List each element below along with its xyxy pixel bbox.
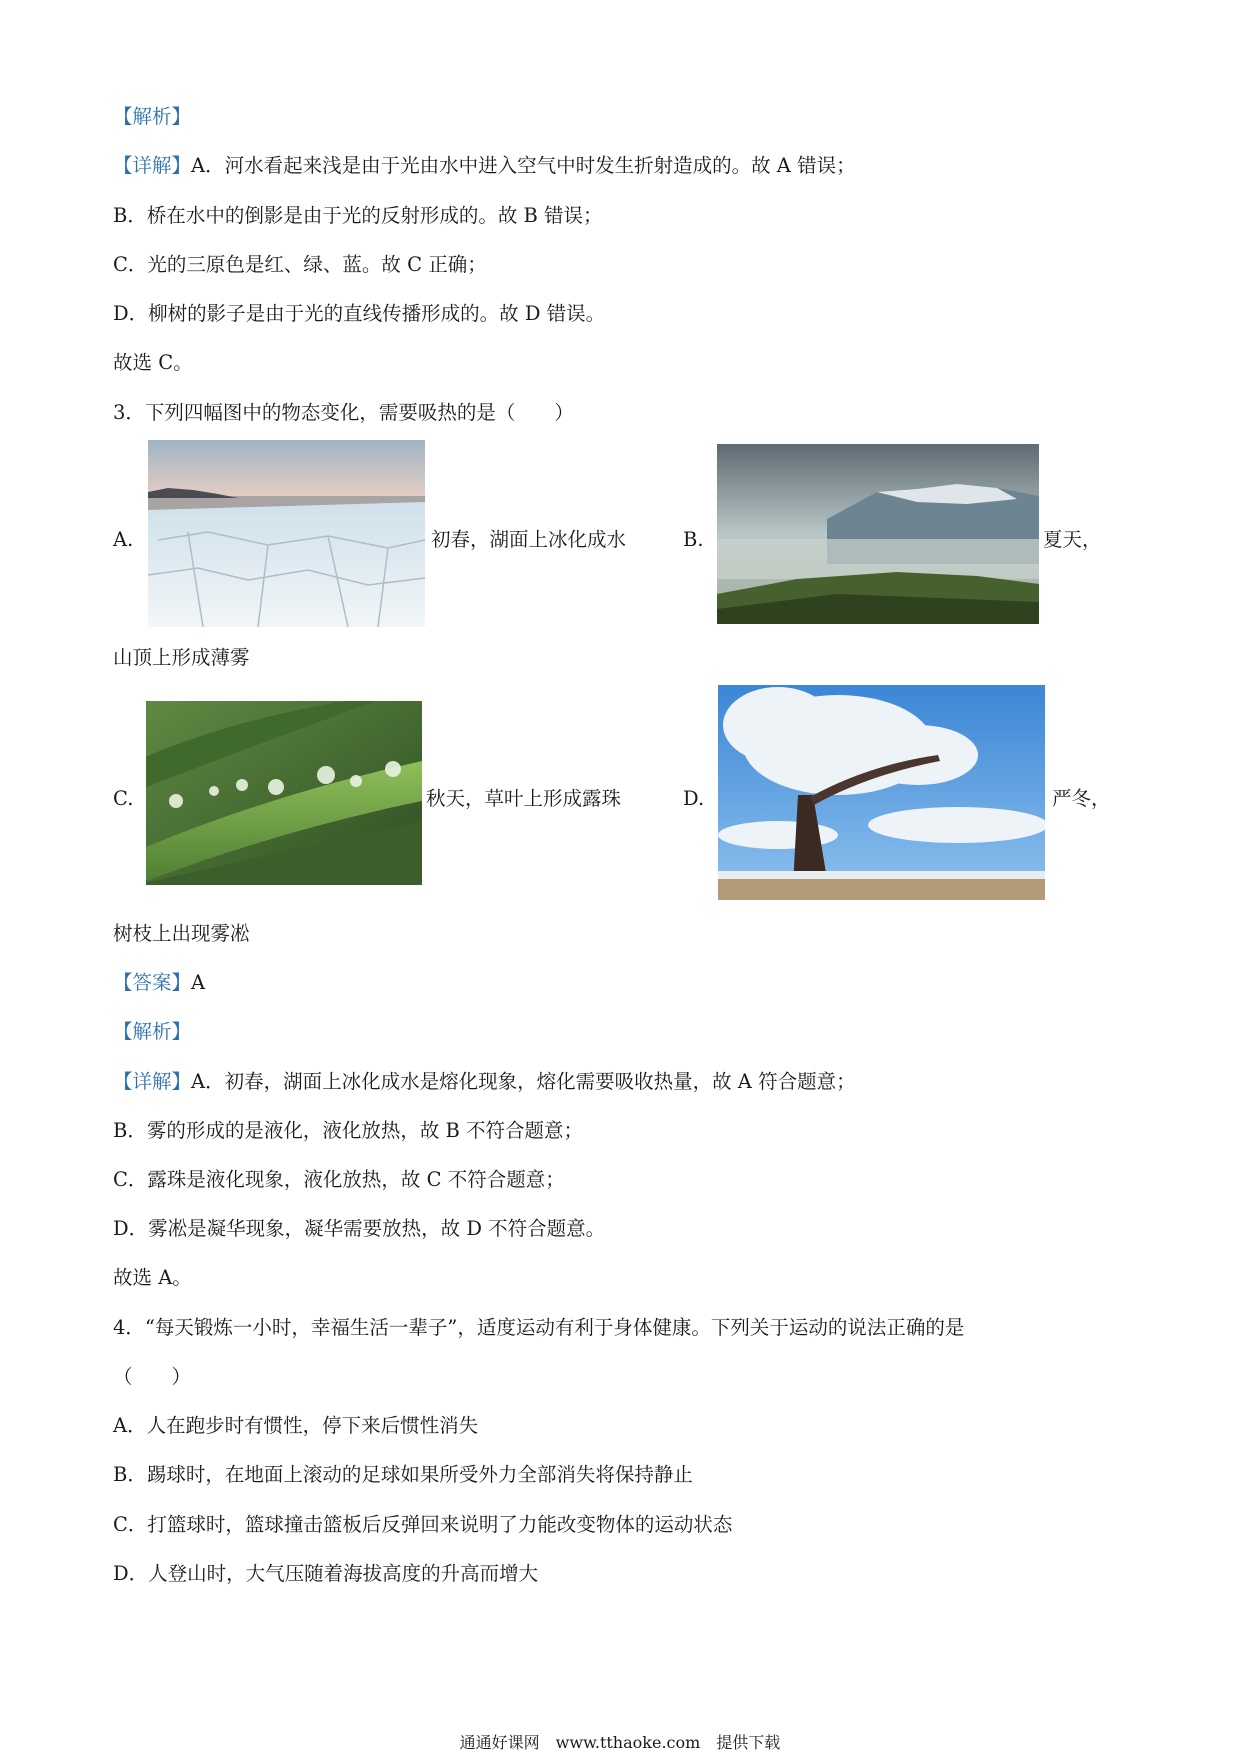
option-a: A．人在跑步时有惯性，停下来后惯性消失: [113, 1414, 479, 1437]
option-letter: D.: [683, 787, 705, 810]
question-stem: 3．下列四幅图中的物态变化，需要吸热的是（ ）: [113, 401, 574, 424]
option-caption: 夏天，: [1043, 528, 1102, 551]
option-b: B．踢球时，在地面上滚动的足球如果所受外力全部消失将保持静止: [113, 1463, 693, 1486]
analysis-tag: 【解析】: [113, 105, 192, 128]
question-stem: 4．“每天锻炼一小时，幸福生活一辈子”，适度运动有利于身体健康。下列关于运动的说法正确的是: [113, 1316, 965, 1339]
detail-line: D．柳树的影子是由于光的直线传播形成的。故 D 错误。: [113, 302, 606, 325]
analysis-tag: 【解析】: [113, 1020, 192, 1043]
option-letter: B.: [683, 528, 704, 551]
answer-line: [113, 970, 205, 996]
option-caption: 严冬，: [1052, 787, 1111, 810]
misty-mountain-photo: [717, 444, 1039, 624]
conclusion: 故选 C。: [113, 351, 193, 374]
detail-line: [113, 153, 856, 179]
dew-grass-photo: [146, 701, 422, 885]
detail-line: C．光的三原色是红、绿、蓝。故 C 正确；: [113, 253, 487, 276]
conclusion: 故选 A。: [113, 1266, 192, 1289]
detail-tag: 【详解】: [113, 154, 192, 177]
answer-paren: （ ）: [113, 1365, 192, 1388]
option-caption-cont: 树枝上出现雾凇: [113, 922, 250, 945]
detail-tag: 【详解】: [113, 1070, 192, 1093]
option-letter: A.: [113, 528, 134, 551]
detail-line: B．桥在水中的倒影是由于光的反射形成的。故 B 错误；: [113, 204, 603, 227]
detail-text: A．初春，湖面上冰化成水是熔化现象，熔化需要吸收热量，故 A 符合题意；: [191, 1070, 856, 1093]
rime-tree-photo: [718, 685, 1045, 900]
option-c: C．打篮球时，篮球撞击篮板后反弹回来说明了力能改变物体的运动状态: [113, 1513, 733, 1536]
detail-line: [113, 1069, 856, 1095]
page-footer: 通通好课网 www.tthaoke.com 提供下载: [459, 1733, 781, 1752]
detail-text: A．河水看起来浅是由于光由水中进入空气中时发生折射造成的。故 A 错误；: [191, 154, 856, 177]
answer-value: A: [191, 971, 206, 994]
detail-line: B．雾的形成的是液化，液化放热，故 B 不符合题意；: [113, 1119, 584, 1142]
detail-line: C．露珠是液化现象，液化放热，故 C 不符合题意；: [113, 1168, 565, 1191]
detail-line: D．雾凇是凝华现象，凝华需要放热，故 D 不符合题意。: [113, 1217, 606, 1240]
option-letter: C.: [113, 787, 134, 810]
frozen-lake-photo: [148, 440, 425, 627]
answer-tag: 【答案】: [113, 971, 192, 994]
option-caption-cont: 山顶上形成薄雾: [113, 646, 250, 669]
option-caption: 初春，湖面上冰化成水: [431, 528, 627, 551]
option-caption: 秋天，草叶上形成露珠: [426, 787, 622, 810]
option-d: D．人登山时，大气压随着海拔高度的升高而增大: [113, 1562, 539, 1585]
